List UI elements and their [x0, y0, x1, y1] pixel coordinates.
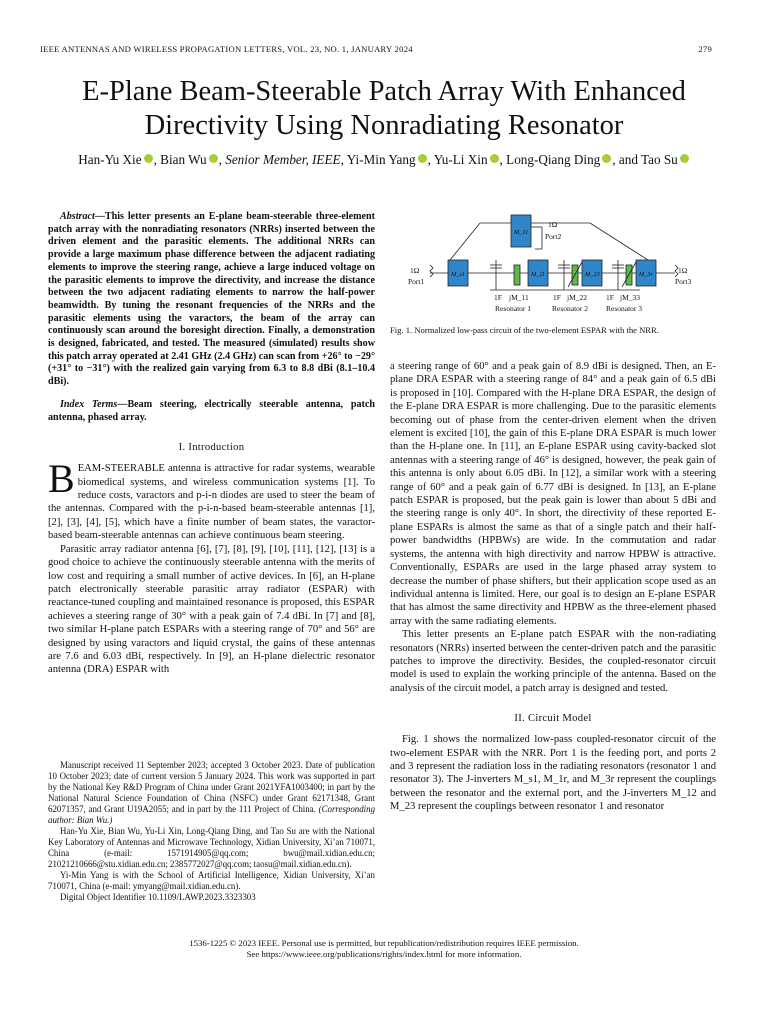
port2-label: Port2	[545, 232, 562, 241]
footnote-received	[48, 760, 375, 826]
orcid-icon[interactable]	[602, 154, 611, 163]
intro-p1-text: EAM-STEERABLE antenna is attractive for radar systems, wearable biomedical systems, and wireless communication systems [1]. To reduce costs, varactors and p-i-n diodes are used to steer the beam of the antennas. Compared with the p-i-n-based beam-steerable antennas [1], [2], [3], [4], [5], which have a finite number of beam states, the varactor-based beam-steerable antennas can achieve continuous beam steering.	[48, 463, 375, 542]
index-terms-text: —Beam steering, electrically steerable antenna, patch antenna, phased array.	[48, 398, 375, 423]
m-11-label: M_11	[514, 229, 529, 236]
index-terms-label: Index Terms	[60, 398, 118, 410]
ohm-label-1: 1Ω	[410, 266, 420, 275]
cap-label-3: 1F	[606, 293, 614, 302]
orcid-icon[interactable]	[144, 154, 153, 163]
author-1: Han-Yu Xie	[78, 152, 142, 167]
author-4: Yu-Li Xin	[433, 152, 488, 167]
abstract	[48, 211, 375, 389]
rights-link-line[interactable]: See https://www.ieee.org/publications/rights/index.html for more information.	[246, 949, 522, 959]
doi: Digital Object Identifier 10.1109/LAWP.2023.3323303	[60, 892, 256, 902]
jm-label-3: jM_33	[620, 293, 641, 302]
right-column	[390, 360, 716, 814]
right-paragraph-1: a steering range of 60° and a peak gain of 8.9 dBi is designed. Then, an E-plane DRA ESPAR with a steering range of 84° and a peak gain of 6.5 dBi is proposed in [10]. Compared with the H-plane DRA ESPAR, the design of the E-plane DRA ESPAR is more challenging. Due to the parasitic elements becoming out of phase from the center-driven element when the driven element is excited [10], the gain of this E-plane DRA ESPAR is much lower than the H-plane one. In [11], an E-plane ESPAR using cavity-backed slot antennas with a steering range of 46° is designed, however, the peak gain of this antenna is only about 6.05 dBi. In [12], a similar work with a steering range of 60° and a peak gain of 6.77 dBi is designed. In [13], an E-plane patch ESPAR is proposed, but the peak gain is lower than about 5 dBi and the steering range is only 40°. In short, the directivity of these reported E-plane ESPARs is almost the same as that of a single patch and their half-power bandwidths (HPBWs) are wide. In the commutation and radar systems, the antenna with high directivity and narrow HPBW is attractive. Conventionally, ESPARs are used in the large phased array system to decrease the number of phase shifters, but their application scope used as an individual antenna is limited. Here, our goal is to design an E-plane ESPAR that has almost the same directivity and HPBW as the three-element phased array with the same radiating elements.	[390, 361, 716, 627]
left-column	[48, 211, 375, 677]
footnote-received-text: Manuscript received 11 September 2023; accepted 3 October 2023. Date of publication 10 October 2023; date of current version 5 January 2024. This work was supported in part by the National Key R&D Program of China under Grant 2021YFA1003400; in part by the National Natural Science Foundation of China (NSFC) under Grant 62171348, Grant 62071357, and Grant U19A2055; and in part by the 111 Project of China.	[48, 760, 375, 814]
cap-label-2: 1F	[553, 293, 561, 302]
running-header: IEEE ANTENNAS AND WIRELESS PROPAGATION LETTERS, VOL. 23, NO. 1, JANUARY 2024	[40, 44, 413, 54]
intro-paragraph-2: Parasitic array radiator antenna [6], [7], [8], [9], [10], [11], [12], [13] is a good choice to achieve the continuously steerable antenna with the merits of low cost and requiring a small number of active devices. In [6], an H-plane patch electronically steerable parasitic array radiator (ESPAR) with reactance-tuned coupling and maintained resonance is proposed, this ESPAR achieves a steering range of 30° with a peak gain of 7.4 dBi. In [7] and [8], two similar H-plane patch ESPARs with a steering range of 70° and 56° are designed by using varactors and liquid crystal, the gains of these antennas are 7.6 and 6.03 dBi, respectively. In [9], an H-plane dielectric resonator antenna (DRA) ESPAR with	[48, 543, 375, 676]
author-list: Han-Yu Xie , Bian Wu , Senior Member, IEEE, Yi-Min Yang , Yu-Li Xin , Long-Qiang Ding , and Tao Su	[20, 152, 748, 168]
orcid-icon[interactable]	[209, 154, 218, 163]
index-terms	[48, 399, 375, 424]
abstract-text: —This letter presents an E-plane beam-steerable three-element patch array with the nonradiating resonators (NRRs) inserted between the driven element and the parasitic elements. The additional NRRs can provide a large maximum phase difference between the adjacent radiating elements to improve the steering range, achieve a large induced voltage on the parasitic elements to improve the directivity, and increase the distance between the two adjacent radiating elements to narrow the half-power beamwidth. By tuning the resonant frequencies of the NRRs and the parasitic elements using the varactors, the beam of the array can continuously scan around the boresight direction. Finally, a demonstration is designed, fabricated, and tested. The measured (simulated) results show this patch array operated at 2.41 GHz (2.4 GHz) can scan from +26° to −29° (+31° to −31°) with the realized gain varying from 6.3 to 8.8 dBi (8.1–10.4 dBi).	[48, 211, 375, 388]
paper-title: E-Plane Beam-Steerable Patch Array With Enhanced Directivity Using Nonradiating Resonator	[82, 76, 686, 141]
ohm-label-2: 1Ω	[548, 220, 558, 229]
author-membership: Senior Member, IEEE	[225, 152, 341, 167]
port1-label: Port1	[408, 277, 425, 286]
copyright-footer	[40, 938, 728, 960]
figure-1-circuit	[390, 205, 720, 317]
page-number: 279	[698, 44, 712, 54]
m-23-label: M_23	[585, 271, 600, 278]
right-paragraph-3: Fig. 1 shows the normalized low-pass coupled-resonator circuit of the two-element ESPAR with the NRR. Port 1 is the feeding port, and ports 2 and 3 represent the radiation loss in the radiating resonators (resonator 1 and resonator 3). The J-inverters M_s1, M_1r, and M_3r represent the couplings between the resonator and the external port, and the J-inverters M_12 and M_23 represent the couplings between resonator 1 and resonator	[390, 734, 716, 813]
right-paragraph-2: This letter presents an E-plane patch ESPAR with the non-radiating resonators (NRRs) inserted between the center-driven patch and the parasitic patches to improve the directivity. Besides, the coupled-resonator circuit model is used to explain the working principle of the antenna. Based on the analysis of the circuit model, a patch array is designed and tested.	[390, 629, 716, 694]
footnote-affiliation-1: Han-Yu Xie, Bian Wu, Yu-Li Xin, Long-Qiang Ding, and Tao Su are with the National Key Laboratory of Antennas and Microwave Technology, Xidian University, Xi’an 710071, China (e-mail: 1571914905@qq.com; bwu@mail.xidian.edu.cn; 21021210666@stu.xidian.edu.cn; 2385772027@qq.com; taosu@mail.xidian.edu.cn).	[48, 826, 375, 869]
resonator-1-label: Resonator 1	[495, 304, 532, 313]
section-heading-intro: I. Introduction	[178, 442, 245, 454]
m-3r-label: M_3r	[639, 271, 653, 278]
footnote	[48, 760, 375, 903]
author-5: Long-Qiang Ding	[506, 152, 601, 167]
port3-label: Port3	[675, 277, 692, 286]
drop-cap: B	[48, 456, 75, 502]
cap-label-1: 1F	[494, 293, 502, 302]
circuit-diagram	[390, 205, 720, 317]
corresponding-author: (Corresponding author: Bian Wu.)	[48, 804, 376, 825]
figure-1-caption: Fig. 1. Normalized low-pass circuit of the two-element ESPAR with the NRR.	[390, 325, 659, 335]
resonator-2-label: Resonator 2	[552, 304, 589, 313]
m-2l-label: M_2l	[531, 271, 545, 278]
jm-label-1: jM_11	[509, 293, 529, 302]
abstract-label: Abstract	[60, 211, 95, 222]
intro-paragraph-1	[48, 456, 375, 542]
ohm-label-3: 1Ω	[678, 266, 688, 275]
m-s1-label: M_s1	[451, 271, 465, 278]
resonator-3-label: Resonator 3	[606, 304, 643, 313]
author-2: Bian Wu	[160, 152, 207, 167]
footnote-affiliation-2: Yi-Min Yang is with the School of Artificial Intelligence, Xidian University, Xi’an 710071, China (e-mail: ymyang@mail.xidian.edu.cn).	[48, 870, 375, 891]
jm-label-2: jM_22	[567, 293, 588, 302]
copyright-line: 1536-1225 © 2023 IEEE. Personal use is permitted, but republication/redistribution requires IEEE permission.	[189, 938, 579, 948]
author-3: Yi-Min Yang	[346, 152, 416, 167]
orcid-icon[interactable]	[490, 154, 499, 163]
orcid-icon[interactable]	[418, 154, 427, 163]
author-6: and Tao Su	[618, 152, 678, 167]
orcid-icon[interactable]	[680, 154, 689, 163]
section-heading-circuit: II. Circuit Model	[514, 713, 592, 725]
